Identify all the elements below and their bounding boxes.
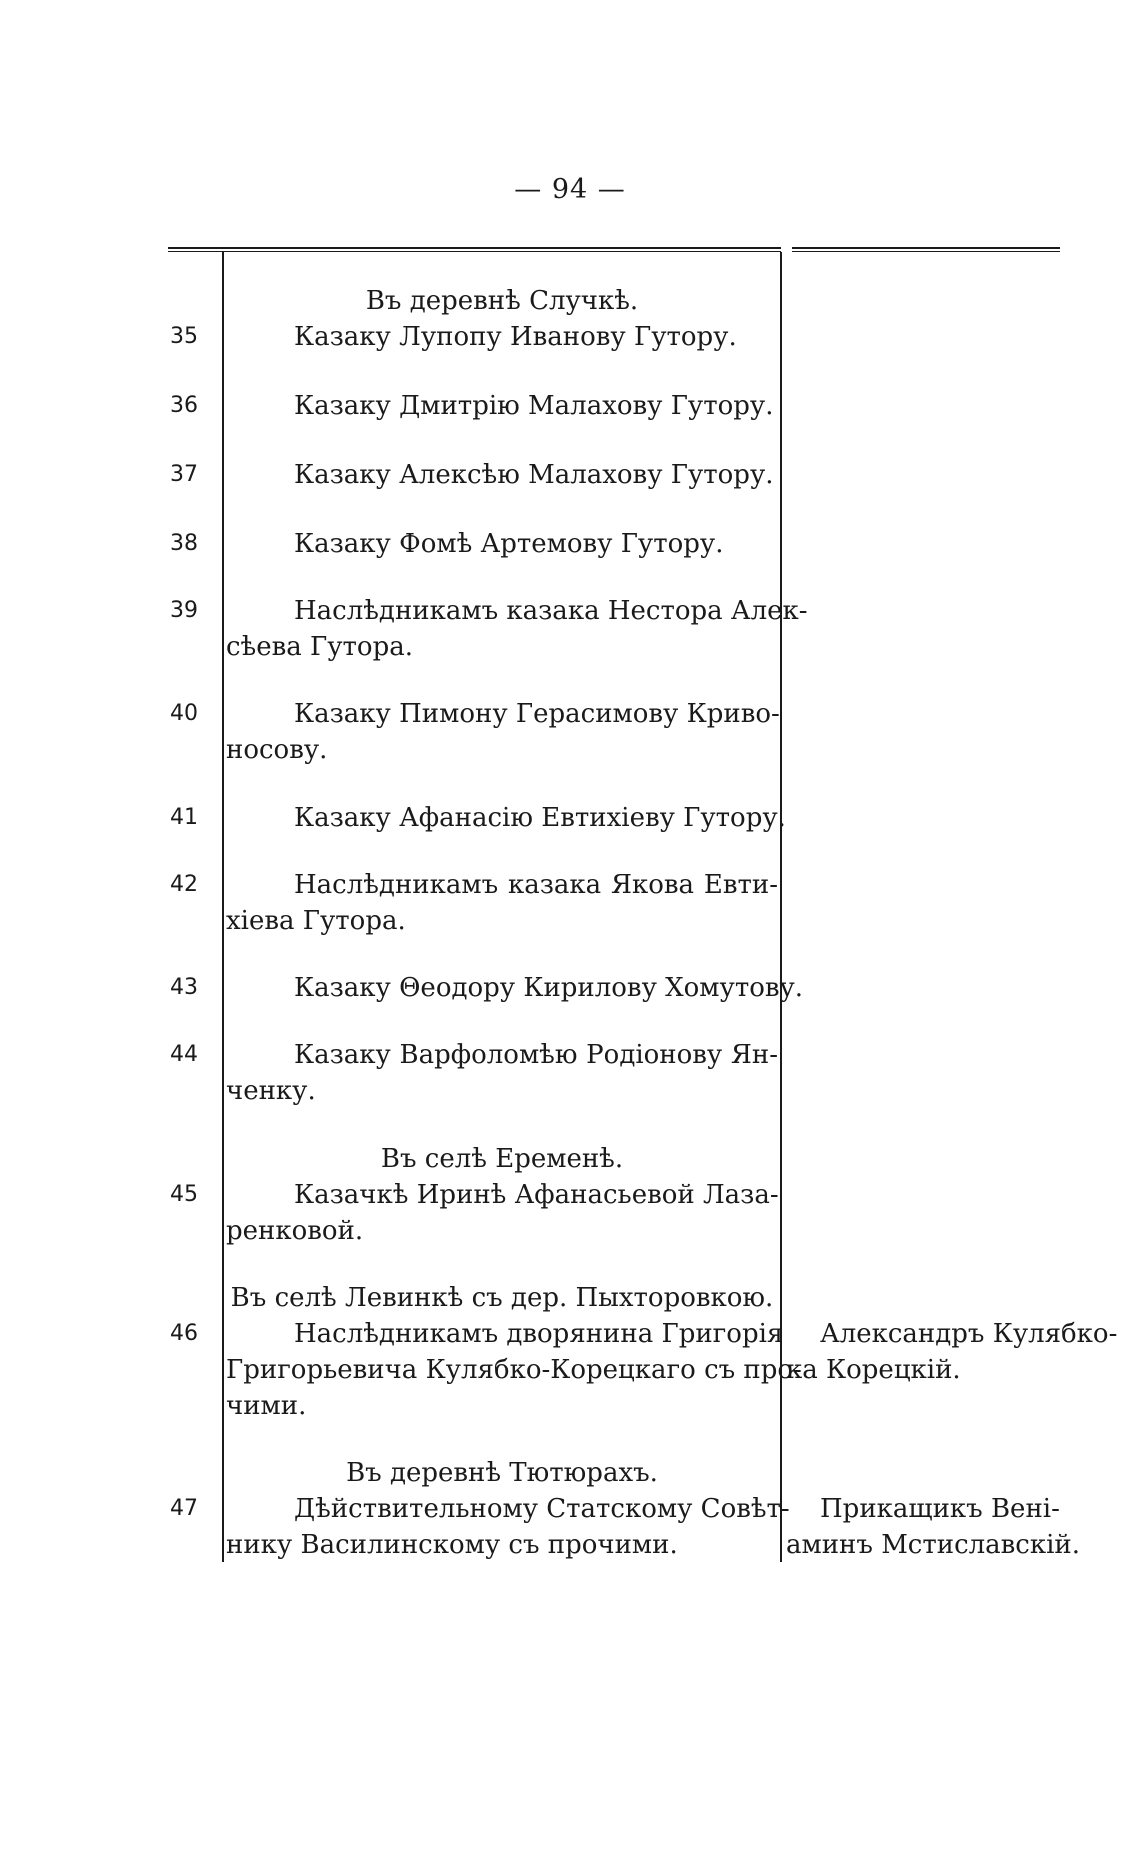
entry-text: Наслѣдникамъ казака Нестора Алек- [294, 596, 808, 626]
entry-number: 39 [170, 598, 198, 623]
place-heading: Въ селѣ Еременѣ. [380, 1144, 624, 1174]
remark [786, 1316, 1118, 1388]
entry-number: 42 [170, 872, 198, 897]
entry-number: 46 [170, 1321, 198, 1346]
entry-number: 44 [170, 1042, 198, 1067]
entry-text: Казачкѣ Иринѣ Афанасьевой Лаза- [294, 1180, 779, 1210]
place-heading: Въ деревнѣ Случкѣ. [365, 286, 639, 316]
entry-text: Казаку Фомѣ Артемову Гутору. [294, 529, 724, 559]
remark-text: Прикащикъ Вені- [820, 1494, 1060, 1524]
header-rule [168, 247, 781, 252]
entry-number: 38 [170, 531, 198, 556]
entry-number: 47 [170, 1496, 198, 1521]
entry-text: чими. [226, 1391, 307, 1421]
entry-text: Казаку Пимону Герасимову Криво- [294, 699, 780, 729]
remark-text: аминъ Мстиславскій. [786, 1530, 1081, 1560]
entry-text: Казаку Лупопу Иванову Гутору. [294, 322, 737, 352]
entry-text: Казаку Алексѣю Малахову Гутору. [294, 460, 774, 490]
entry-text: Дѣйствительному Статскому Совѣт- [294, 1494, 790, 1524]
entry-number: 45 [170, 1182, 198, 1207]
remark [786, 1491, 1081, 1563]
entry-number: 40 [170, 701, 198, 726]
entry-text: Казаку Дмитрію Малахову Гутору. [294, 391, 774, 421]
entry-text: Казаку Варфоломѣю Родіонову Ян- [294, 1040, 778, 1070]
entry-number: 41 [170, 805, 198, 830]
entry-number: 37 [170, 462, 198, 487]
entry-text: нику Василинскому съ прочими. [226, 1530, 678, 1560]
entry-text: ченку. [226, 1076, 316, 1106]
entry-text: Наслѣдникамъ дворянина Григорія [294, 1319, 784, 1349]
remark-text: ка Корецкій. [786, 1355, 961, 1385]
entry-text: носову. [226, 735, 328, 765]
entry-text: Казаку Θеодору Кирилову Хомутову. [294, 973, 804, 1003]
entry-text: Наслѣдникамъ казака Якова Евти- [294, 870, 778, 900]
entry-text: сѣева Гутора. [226, 632, 413, 662]
place-heading: Въ селѣ Левинкѣ съ дер. Пыхторовкою. [230, 1283, 774, 1313]
column-divider-left [222, 252, 224, 1562]
entry-text: Казаку Афанасію Евтихіеву Гутору. [294, 803, 786, 833]
page-number: — 94 — [514, 174, 626, 205]
entry-number: 35 [170, 324, 198, 349]
entry-text: ренковой. [226, 1216, 364, 1246]
place-heading: Въ деревнѣ Тютюрахъ. [346, 1458, 658, 1488]
remark-text: Александръ Кулябко- [820, 1319, 1118, 1349]
header-rule-remarks [792, 247, 1060, 252]
entry-text: хіева Гутора. [226, 906, 406, 936]
entry-text: Григорьевича Кулябко-Корецкаго съ про- [226, 1355, 802, 1385]
entry-number: 43 [170, 975, 198, 1000]
entry-number: 36 [170, 393, 198, 418]
